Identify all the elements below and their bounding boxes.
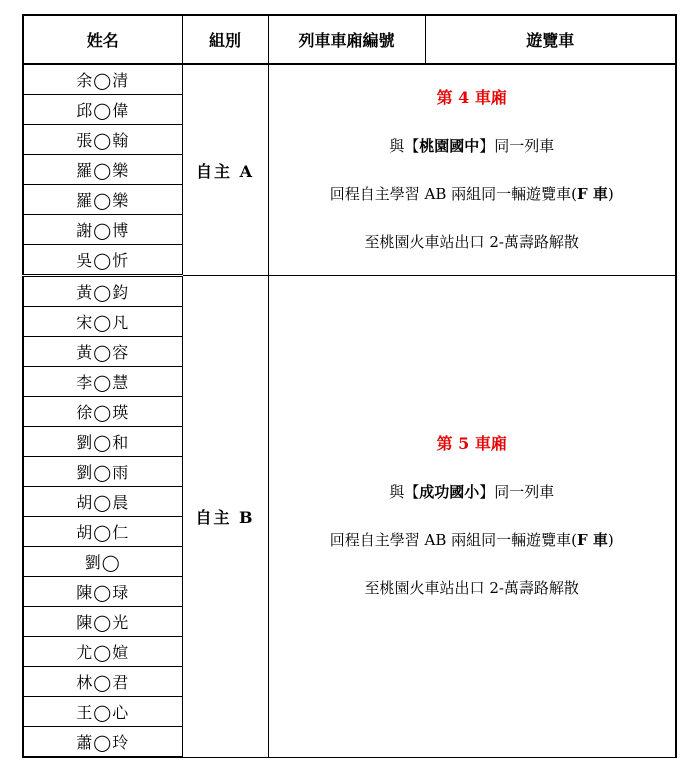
train-companion-line	[269, 468, 676, 516]
group-travel-info-cell	[268, 64, 676, 276]
dismissal-line: 至桃園火車站出口 2-萬壽路解散	[364, 579, 579, 598]
table-row	[23, 64, 676, 95]
member-name-cell: 張◯翰	[23, 125, 182, 155]
member-name-cell: 陳◯光	[23, 607, 182, 637]
member-name-cell: 劉◯	[23, 547, 182, 577]
member-name-cell: 余◯清	[23, 64, 182, 95]
bus-suffix: )	[607, 531, 614, 550]
train-suffix: 】同一列車	[479, 483, 555, 502]
train-companion-line	[269, 122, 676, 170]
bus-line	[269, 170, 676, 218]
member-name-cell: 尤◯媗	[23, 637, 182, 667]
member-name-cell: 蕭◯玲	[23, 727, 182, 758]
member-name-cell: 謝◯博	[23, 215, 182, 245]
member-name-cell: 劉◯和	[23, 427, 182, 457]
companion-school: 桃園國中	[419, 137, 480, 155]
member-name-cell: 王◯心	[23, 697, 182, 727]
member-name-cell: 黃◯容	[23, 337, 182, 367]
member-name-cell: 宋◯凡	[23, 307, 182, 337]
member-name-cell: 邱◯偉	[23, 95, 182, 125]
member-name-cell: 黃◯鈞	[23, 276, 182, 307]
member-name-cell: 胡◯仁	[23, 517, 182, 547]
bus-suffix: )	[607, 185, 614, 203]
member-name-cell: 胡◯晨	[23, 487, 182, 517]
table-header-row	[23, 15, 676, 64]
member-name-cell: 吳◯忻	[23, 245, 182, 276]
bus-prefix: 回程自主學習 AB 兩組同一輛遊覽車(	[329, 185, 577, 203]
train-car-number: 第 4 車廂	[436, 88, 507, 107]
member-name-cell: 李◯慧	[23, 367, 182, 397]
member-name-cell: 徐◯瑛	[23, 397, 182, 427]
bus-letter: F 車	[577, 185, 608, 203]
member-name-cell: 陳◯琭	[23, 577, 182, 607]
member-name-cell: 羅◯樂	[23, 155, 182, 185]
companion-school: 成功國小	[419, 483, 480, 502]
train-car-number: 第 5 車廂	[436, 434, 507, 454]
train-suffix: 】同一列車	[479, 137, 555, 155]
member-name-cell: 羅◯樂	[23, 185, 182, 215]
member-name-cell: 劉◯雨	[23, 457, 182, 487]
group-travel-info-cell	[268, 276, 676, 758]
train-prefix: 與【	[389, 483, 420, 502]
group-label-cell: 自主 B	[182, 276, 268, 758]
header-train-car: 列車車廂編號	[268, 15, 425, 64]
dismissal-line: 至桃園火車站出口 2-萬壽路解散	[364, 233, 579, 251]
member-name-cell: 林◯君	[23, 667, 182, 697]
group-assignment-table	[22, 14, 677, 758]
header-name: 姓名	[23, 15, 182, 64]
bus-prefix: 回程自主學習 AB 兩組同一輛遊覽車(	[329, 531, 577, 550]
bus-line	[269, 516, 676, 564]
group-label-cell: 自主 A	[182, 64, 268, 276]
header-tour-bus: 遊覽車	[425, 15, 676, 64]
train-prefix: 與【	[389, 137, 420, 155]
header-group: 組別	[182, 15, 268, 64]
table-row	[23, 276, 676, 307]
bus-letter: F 車	[577, 531, 608, 550]
